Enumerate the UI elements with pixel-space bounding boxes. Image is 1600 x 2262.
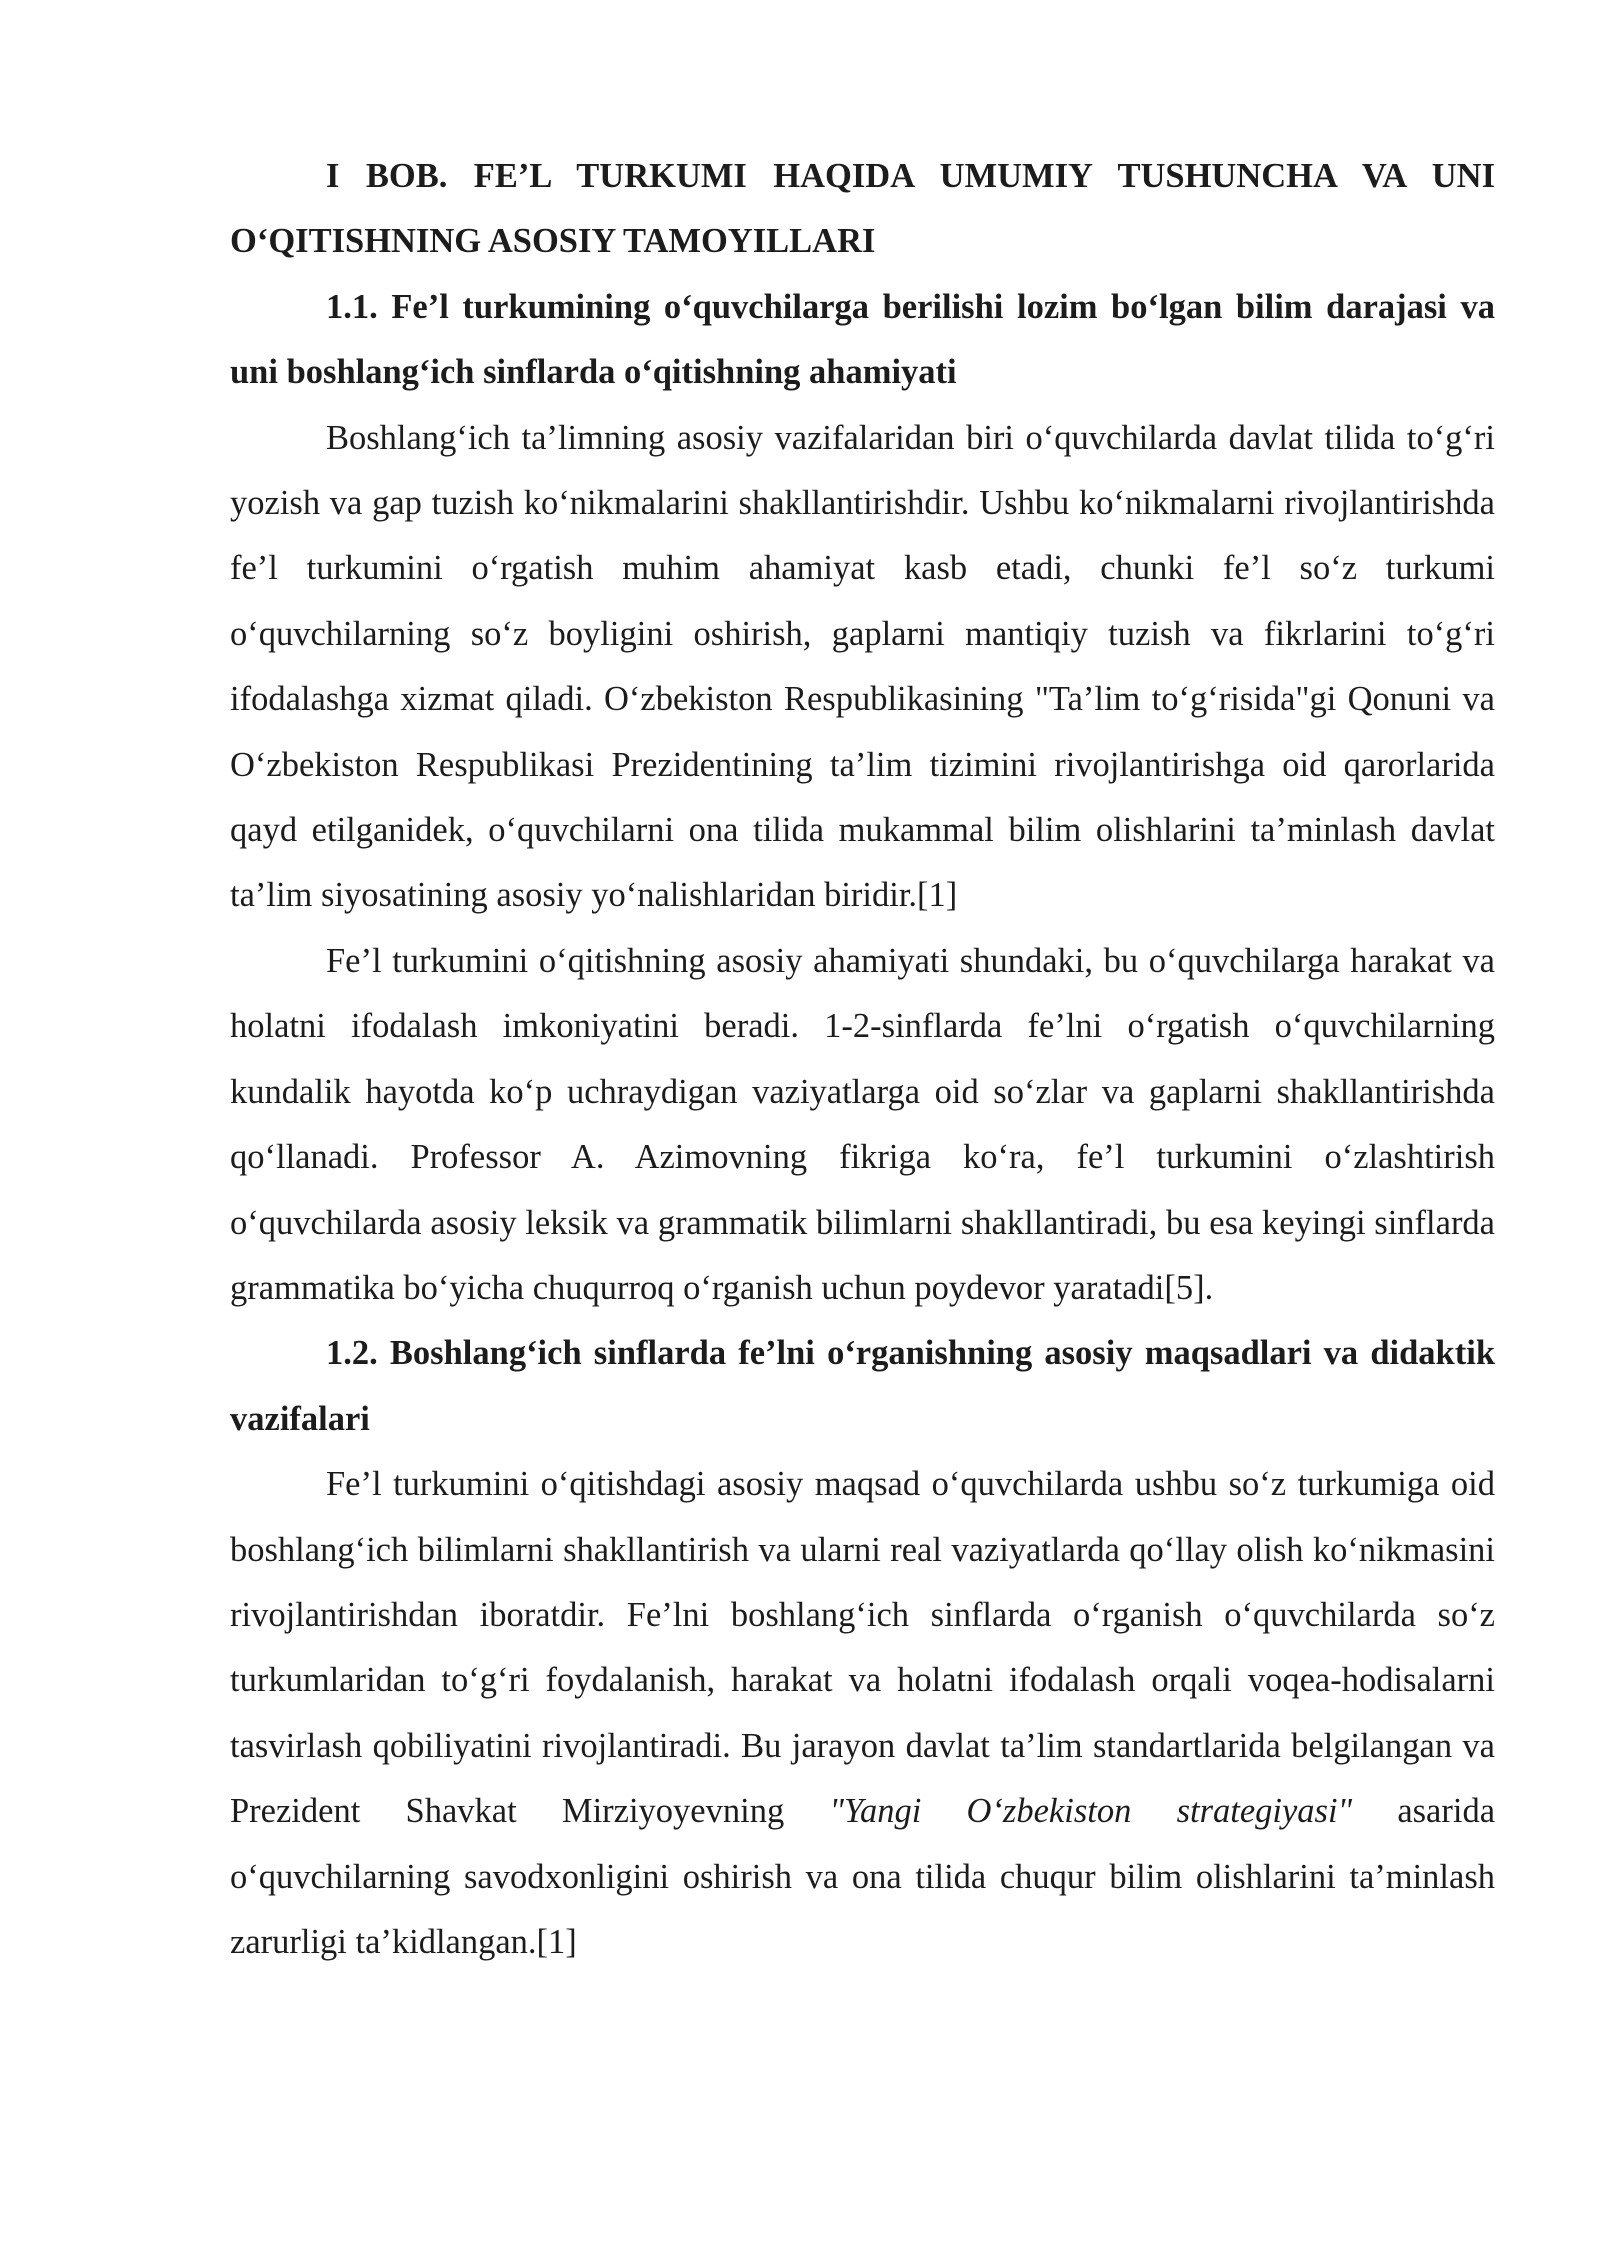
section-1-2-paragraph-1-text-end: asarida o‘quvchilarning savodxonligini oshirish va ona tilida chuqur bilim olishlarini ta’minlash zarurligi ta’kidlangan.[1] bbox=[230, 1792, 1496, 1961]
document-page bbox=[230, 144, 1495, 1975]
section-1-2-paragraph-1 bbox=[230, 1452, 1495, 1975]
section-1-2-title: 1.2. Boshlang‘ich sinflarda fe’lni o‘rganishning asosiy maqsadlari va didaktik vazifalari bbox=[230, 1334, 1495, 1438]
chapter-title: I BOB. FE’L TURKUMI HAQIDA UMUMIY TUSHUNCHA VA UNI O‘QITISHNING ASOSIY TAMOYILLARI bbox=[230, 157, 1495, 261]
book-title-italic: "Yangi O‘zbekiston strategiyasi" bbox=[829, 1792, 1353, 1831]
section-1-2-paragraph-1-text: Fe’l turkumini o‘qitishdagi asosiy maqsad o‘quvchilarda ushbu so‘z turkumiga oid boshlang‘ich bilimlarni shakllantirish va ularni real vaziyatlarda qo‘llay olish ko‘nikmasini rivojlantirishdan iboratdir. Fe’lni boshlang‘ich sinflarda o‘rganish o‘quvchilarda so‘z turkumlaridan to‘g‘ri foydalanish, harakat va holatni ifodalash orqali voqea-hodisalarni tasvirlash qobiliyatini rivojlantiradi. Bu jarayon davlat ta’lim standartlarida belgilangan va Prezident Shavkat Mirziyoyevning bbox=[230, 1465, 1495, 1831]
section-1-1-paragraph-2: Fe’l turkumini o‘qitishning asosiy ahamiyati shundaki, bu o‘quvchilarga harakat va holatni ifodalash imkoniyatini beradi. 1-2-sinflarda fe’lni o‘rgatish o‘quvchilarning kundalik hayotda ko‘p uchraydigan vaziyatlarga oid so‘zlar va gaplarni shakllantirishda qo‘llanadi. Professor A. Azimovning fikriga ko‘ra, fe’l turkumini o‘zlashtirish o‘quvchilarda asosiy leksik va grammatik bilimlarni shakllantiradi, bu esa keyingi sinflarda grammatika bo‘yicha chuqurroq o‘rganish uchun poydevor yaratadi[5]. bbox=[230, 941, 1495, 1307]
section-1-1-paragraph-1: Boshlang‘ich ta’limning asosiy vazifalaridan biri o‘quvchilarda davlat tilida to‘g‘ri yozish va gap tuzish ko‘nikmalarini shakllantirishdir. Ushbu ko‘nikmalarni rivojlantirishda fe’l turkumini o‘rgatish muhim ahamiyat kasb etadi, chunki fe’l so‘z turkumi o‘quvchilarning so‘z boyligini oshirish, gaplarni mantiqiy tuzish va fikrlarini to‘g‘ri ifodalashga xizmat qiladi. O‘zbekiston Respublikasining "Ta’lim to‘g‘risida"gi Qonuni va O‘zbekiston Respublikasi Prezidentining ta’lim tizimini rivojlantirishga oid qarorlarida qayd etilganidek, o‘quvchilarni ona tilida mukammal bilim olishlarini ta’minlash davlat ta’lim siyosatining asosiy yo‘nalishlaridan biridir.[1] bbox=[230, 418, 1495, 915]
section-1-1-title: 1.1. Fe’l turkumining o‘quvchilarga berilishi lozim bo‘lgan bilim darajasi va uni boshlang‘ich sinflarda o‘qitishning ahamiyati bbox=[230, 287, 1495, 392]
